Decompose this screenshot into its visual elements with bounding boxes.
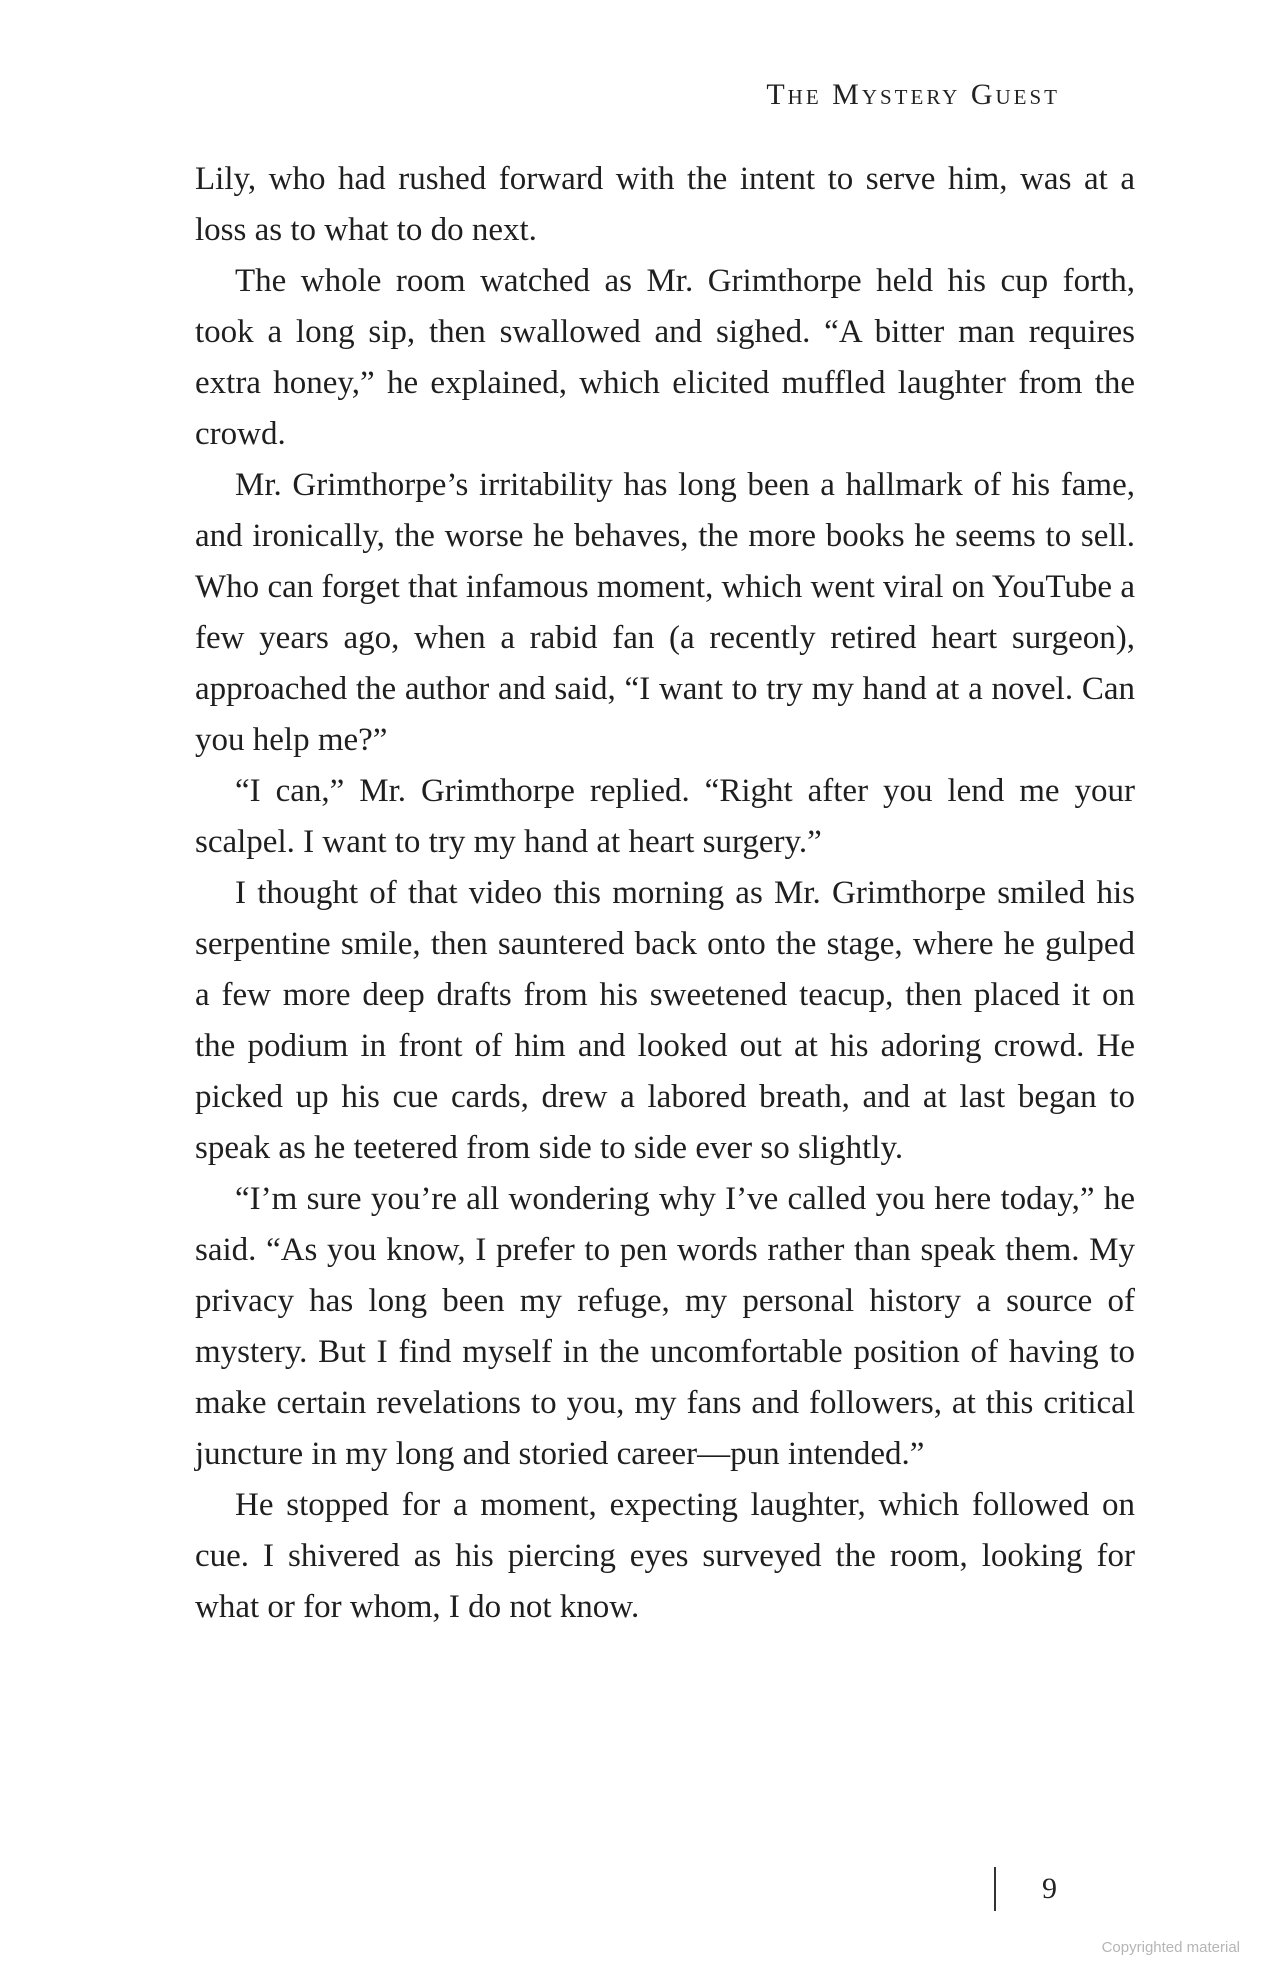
paragraph: The whole room watched as Mr. Grimthorpe held his cup forth, took a long sip, then swallowed and sighed. “A bitter man requires extra honey,” he explained, which elicited muffled laughter from the crowd. [195, 263, 1135, 452]
paragraph: “I can,” Mr. Grimthorpe replied. “Right after you lend me your scalpel. I want to try my hand at heart surgery.” [195, 773, 1135, 860]
body-text [195, 154, 1135, 1633]
running-head: The Mystery Guest [766, 78, 1060, 111]
page-number: 9 [1042, 1872, 1057, 1905]
paragraph: Mr. Grimthorpe’s irritability has long been a hallmark of his fame, and ironically, the worse he behaves, the more books he seems to sell. Who can forget that infamous moment, which went viral on YouTube a few years ago, when a rabid fan (a recently retired heart surgeon), approached the author and said, “I want to try my hand at a novel. Can you help me?” [195, 467, 1135, 758]
copyright-watermark: Copyrighted material [1101, 1939, 1240, 1956]
folio-divider [994, 1867, 996, 1911]
paragraph: I thought of that video this morning as Mr. Grimthorpe smiled his serpentine smile, then sauntered back onto the stage, where he gulped a few more deep drafts from his sweetened teacup, then placed it on the podium in front of him and looked out at his adoring crowd. He picked up his cue cards, drew a labored breath, and at last began to speak as he teetered from side to side ever so slightly. [195, 875, 1135, 1166]
paragraph: He stopped for a moment, expecting laughter, which followed on cue. I shivered as his piercing eyes surveyed the room, looking for what or for whom, I do not know. [195, 1487, 1135, 1625]
folio [994, 1864, 1057, 1914]
paragraph: “I’m sure you’re all wondering why I’ve called you here today,” he said. “As you know, I prefer to pen words rather than speak them. My privacy has long been my refuge, my personal history a source of mystery. But I find myself in the uncomfortable position of having to make certain revelations to you, my fans and followers, at this critical juncture in my long and storied career—pun intended.” [195, 1181, 1135, 1472]
paragraph: Lily, who had rushed forward with the intent to serve him, was at a loss as to what to do next. [195, 161, 1135, 248]
